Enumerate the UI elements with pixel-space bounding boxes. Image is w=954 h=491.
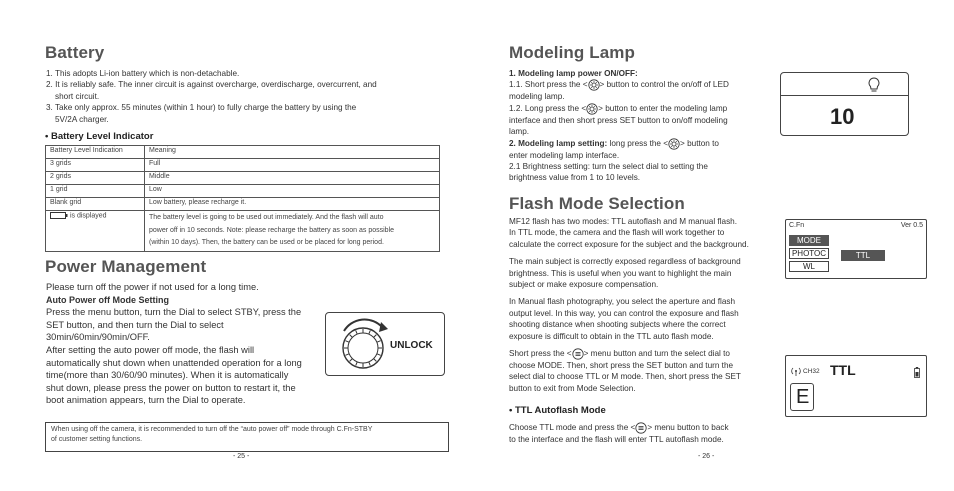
table-cell: 2 grids [46,172,145,185]
flash-p2-line: subject or make exposure compensation. [509,280,659,290]
version-label: Ver 0.5 [900,222,923,229]
battery-item-1: 1. This adopts Li-ion battery which is non-detachable. [46,69,240,78]
bulb-icon [867,77,881,93]
channel-label: CH32 [803,368,820,375]
dial-icon [334,315,394,373]
modeling-text: > button to enter the modeling lamp [598,103,728,113]
modeling-line: modeling lamp. [509,92,565,102]
power-note-box [45,422,449,452]
table-cell: Middle [145,172,440,185]
table-header: Meaning [145,146,440,159]
flash-p1-line: calculate the correct exposure for the subject and the background. [509,239,749,249]
power-line: After setting the auto power off mode, the flash will [46,344,255,355]
page-number-left: - 25 - [233,453,250,460]
menu-button-icon [635,423,647,432]
modeling-line [509,103,769,115]
flash-mode-title: Flash Mode Selection [509,194,685,213]
ttl-mode-label: TTL [830,362,856,378]
battery-level-table [45,145,440,252]
power-line: 30min/60min/90min/OFF. [46,332,150,343]
power-line-1: Please turn off the power if not used for a long time. [46,282,259,292]
battery-low-icon [50,212,70,219]
menu-item-mode: MODE [789,235,829,246]
ttl-line [509,422,789,434]
table-cell: Low [145,185,440,198]
menu-button-icon [572,349,584,358]
modeling-heading-2: 2. Modeling lamp setting: [509,138,608,148]
battery-title: Battery [45,43,105,62]
table-cell: Blank grid [46,198,145,211]
table-cell [46,211,145,252]
battery-low-label: is displayed [69,212,107,220]
table-row [46,198,440,211]
wireless-icon [790,366,802,376]
modeling-line [509,79,769,91]
cfn-label: C.Fn [789,222,805,229]
modeling-line: 2.1 Brightness setting: turn the select dial to setting the [509,162,708,172]
flash-p1-line: In TTL mode, the camera and the flash will work together to [509,228,725,238]
exposure-symbol: E [796,386,810,408]
battery-low-meaning-2: power off in 10 seconds. Note: please recharge the battery as soon as possible [149,226,395,234]
ttl-text: Choose TTL mode and press the < [509,423,636,433]
battery-list [46,68,446,125]
table-row [46,159,440,172]
modeling-line: interface and then short press SET button to on/off modeling [509,115,728,125]
power-line: automatically shut down when unattended operation for a long [46,357,302,368]
flash-text: Short press the < [509,349,572,359]
lcd-divider [781,95,908,96]
power-line: time(more than 30/60/90 minutes). When it is automatically [46,370,289,381]
mode-value-ttl: TTL [841,250,885,261]
power-line: boot animation appears, turn the Dial to operate. [46,395,246,406]
mode-menu-lcd [785,219,927,279]
flash-p3-line: output level. In this way, you can control the exposure and flash [509,308,739,318]
table-header: Battery Level Indication [46,146,145,159]
brightness-value: 10 [830,104,855,129]
ttl-autoflash-body [509,422,789,445]
table-cell: 1 grid [46,185,145,198]
flash-p3-line: In Manual flash photography, you select the aperture and flash [509,297,736,307]
menu-item-photoc: PHOTOC [789,248,829,259]
modeling-line: brightness value from 1 to 10 levels. [509,173,641,183]
flash-p4-line: choose MODE. Then, short press the SET button and turn the [509,361,734,371]
ttl-screen-lcd [785,355,927,417]
modeling-body [509,68,769,184]
battery-indicator-heading: • Battery Level Indicator [45,131,154,142]
dial-illustration [325,312,445,376]
flash-p2-line: The main subject is correctly exposed regardless of background [509,257,741,267]
flash-p2-line: brightness. This is useful when you want to highlight the main [509,268,732,278]
ttl-line: to the interface and the flash will enter TTL autoflash mode. [509,435,724,444]
modeling-lcd [780,72,909,136]
battery-icon [914,367,920,378]
battery-item-3-cont: 5V/2A charger. [55,114,109,124]
unlock-label: UNLOCK [390,340,433,351]
modeling-heading-1: 1. Modeling lamp power ON/OFF: [509,69,638,78]
power-subheading: Auto Power off Mode Setting [46,294,169,305]
modeling-line: enter modeling lamp interface. [509,150,620,160]
flash-p3-line: shooting distance when shooting subjects where the correct [509,320,726,330]
flash-p4-line: select dial to choose TTL or M mode. Then, short press the SET [509,372,741,382]
modeling-lamp-icon [586,104,598,113]
modeling-text: > button to [680,138,719,148]
ttl-text: > menu button to back [647,423,729,433]
modeling-lamp-icon [668,139,680,148]
battery-low-meaning-1: The battery level is going to be used out immediately. And the flash will auto [149,214,384,221]
modeling-text: long press the < [607,138,669,148]
power-note-line-2: of customer setting functions. [51,436,143,443]
modeling-line: lamp. [509,127,530,137]
modeling-text: 1.1. Short press the < [509,80,588,90]
power-line: SET button, and then turn the Dial to select [46,319,224,330]
page-number-right: - 26 - [698,453,715,460]
flash-p4-line: button to exit from Mode Selection. [509,383,636,393]
modeling-text: > button to control the on/off of LED [599,80,729,90]
battery-item-2-cont: short circuit. [55,91,100,101]
modeling-lamp-icon [588,81,600,90]
modeling-line [509,138,769,150]
flash-p1-line: MF12 flash has two modes: TTL autoflash and M manual flash. [509,217,737,226]
table-cell: Low battery, please recharge it. [145,198,440,211]
flash-mode-body [509,216,784,394]
exposure-indicator [790,383,814,411]
modeling-title: Modeling Lamp [509,43,635,62]
table-header-row [46,146,440,159]
power-line: Press the menu button, turn the Dial to select STBY, press the [46,307,302,318]
power-line: shut down, please press the power on button to restart it, the [46,382,296,393]
table-cell: Full [145,159,440,172]
power-title: Power Management [45,257,207,276]
table-cell: 3 grids [46,159,145,172]
table-cell [145,211,440,252]
flash-text: > menu button and turn the select dial to [583,349,730,359]
ttl-autoflash-heading: • TTL Autoflash Mode [509,405,606,416]
power-body [46,281,326,407]
menu-item-wl: WL [789,261,829,272]
table-row [46,211,440,252]
flash-p4-line [509,348,784,360]
table-row [46,172,440,185]
battery-item-3: 3. Take only approx. 55 minutes (within 1 hour) to fully charge the battery by using the [46,103,357,113]
battery-low-meaning-3: (within 10 days). Then, the battery can be used or be placed for long period. [149,239,384,246]
power-note-line-1: When using off the camera, it is recommended to turn off the “auto power off” mode through C.Fn-STBY [51,426,373,433]
table-row [46,185,440,198]
flash-p3-line: exposure is difficult to obtain in the TTL auto flash mode. [509,331,714,341]
battery-item-2: 2. It is reliably safe. The inner circuit is against overcharge, overdischarge, overcurrent, and [46,80,377,90]
modeling-text: 1.2. Long press the < [509,103,587,113]
